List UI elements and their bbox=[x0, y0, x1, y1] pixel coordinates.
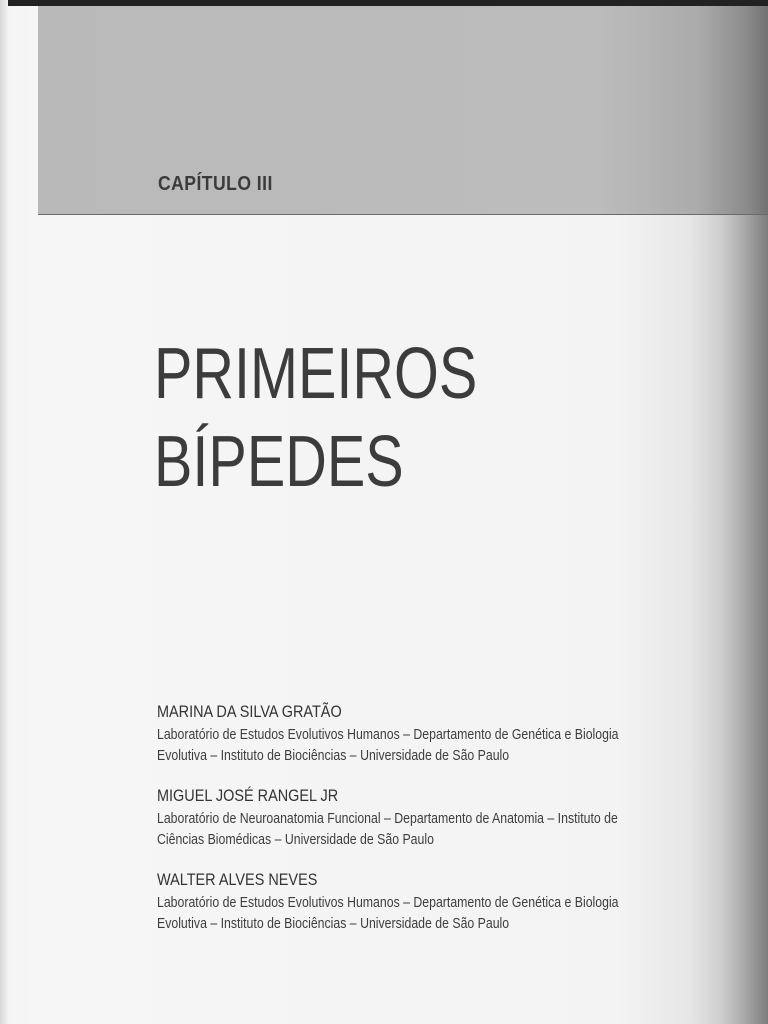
chapter-title bbox=[154, 330, 477, 506]
author-affiliation-line-1: Laboratório de Estudos Evolutivos Humanos – Departamento de Genética e Biologia bbox=[157, 726, 619, 743]
author-name: WALTER ALVES NEVES bbox=[157, 870, 318, 889]
chapter-label: CAPÍTULO III bbox=[158, 173, 273, 195]
author-entry bbox=[157, 868, 768, 934]
page-left-edge bbox=[0, 0, 8, 1024]
chapter-title-line-2: BÍPEDES bbox=[154, 422, 404, 502]
author-name: MARINA DA SILVA GRATÃO bbox=[157, 702, 342, 721]
chapter-header-band bbox=[38, 6, 768, 215]
author-name: MIGUEL JOSÉ RANGEL JR bbox=[157, 786, 339, 805]
author-affiliation-line-2: Ciências Biomédicas – Universidade de São Paulo bbox=[157, 831, 434, 848]
author-entry bbox=[157, 784, 768, 850]
author-affiliation-line-2: Evolutiva – Instituto de Biociências – Universidade de São Paulo bbox=[157, 915, 510, 932]
author-entry bbox=[157, 700, 768, 766]
author-list bbox=[157, 700, 768, 952]
author-affiliation-line-1: Laboratório de Estudos Evolutivos Humanos – Departamento de Genética e Biologia bbox=[157, 894, 619, 911]
chapter-title-line-1: PRIMEIROS bbox=[154, 334, 478, 414]
author-affiliation-line-1: Laboratório de Neuroanatomia Funcional – Departamento de Anatomia – Instituto de bbox=[157, 810, 618, 827]
author-affiliation-line-2: Evolutiva – Instituto de Biociências – Universidade de São Paulo bbox=[157, 747, 510, 764]
